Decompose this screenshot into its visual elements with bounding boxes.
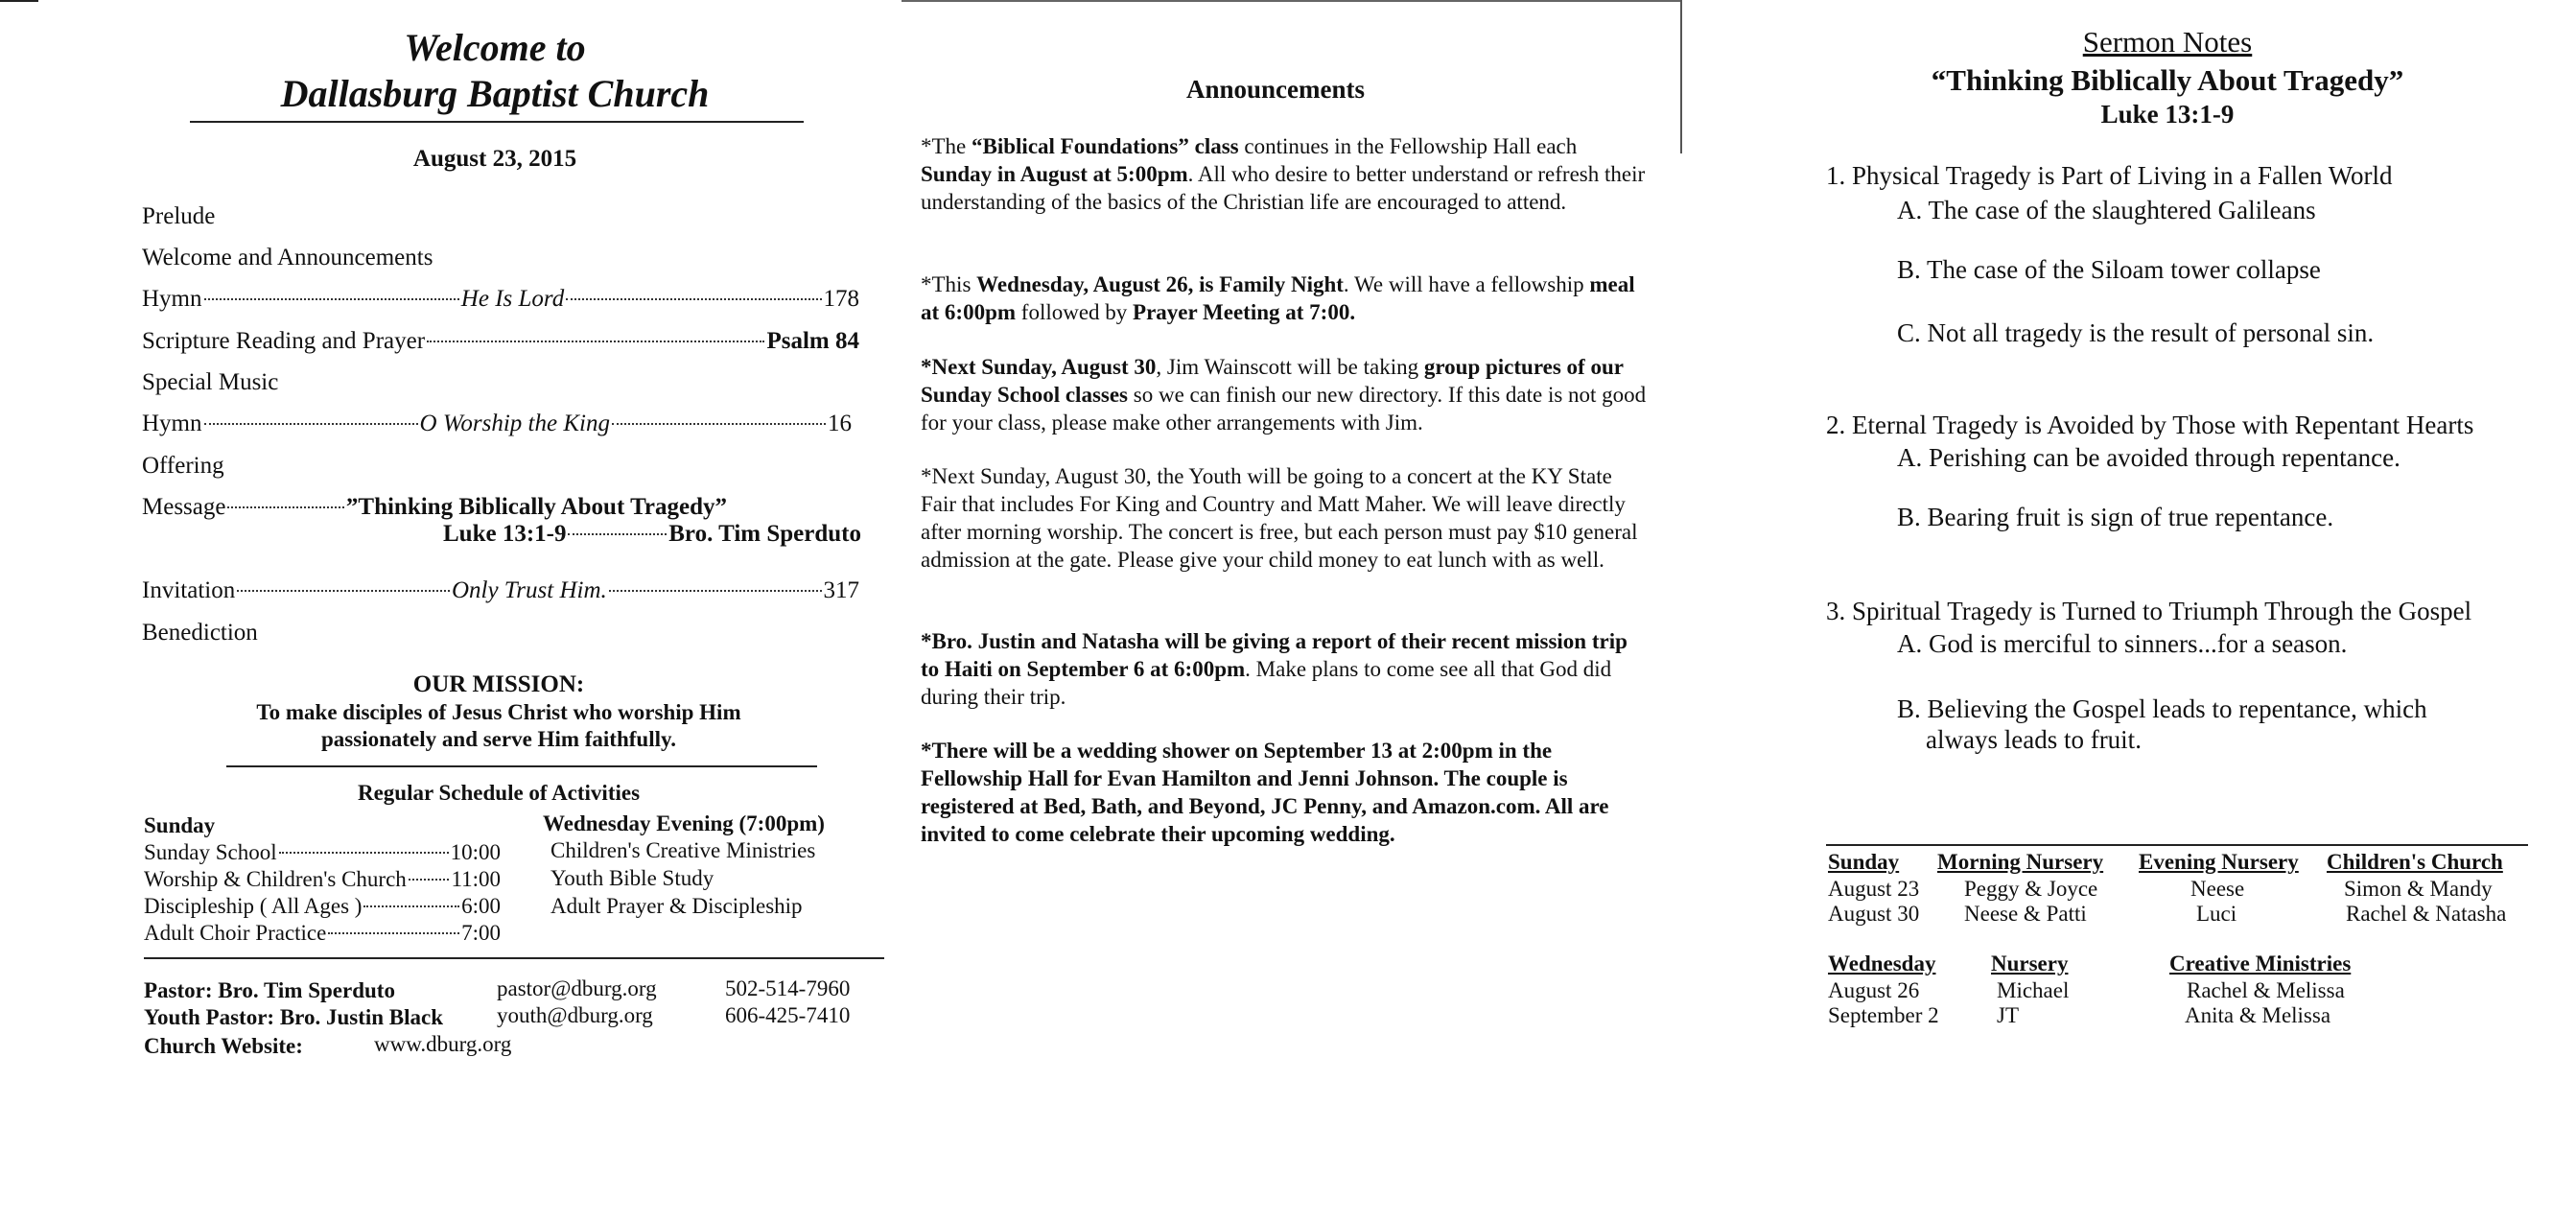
dot-leader: [204, 423, 418, 425]
dot-leader: [609, 590, 822, 592]
order-message-title: ”Thinking Biblically About Tragedy”: [345, 494, 727, 520]
contact-website-label: Church Website:: [144, 1034, 303, 1058]
sermon-title: “Thinking Biblically About Tragedy”: [1931, 63, 2404, 97]
order-invitation-label: Invitation: [142, 577, 236, 603]
dot-leader: [566, 298, 821, 300]
mission-line2: passionately and serve Him faithfully.: [321, 727, 676, 751]
table-cell: Simon & Mandy: [2344, 877, 2493, 901]
point-1-sub-a: A. The case of the slaughtered Galileans: [1897, 196, 2316, 224]
point-2-sub-b: B. Bearing fruit is sign of true repentance.: [1897, 503, 2334, 531]
order-invitation-number: 317: [823, 577, 859, 603]
sunday-item-label: Worship & Children's Church: [144, 867, 407, 891]
table-cell: Rachel & Natasha: [2346, 902, 2507, 926]
point-2-sub-a: A. Perishing can be avoided through repentance.: [1897, 443, 2400, 472]
dot-leader: [568, 533, 667, 535]
contact-pastor-phone: 502-514-7960: [725, 976, 851, 1000]
order-message-preacher: Bro. Tim Sperduto: [668, 521, 861, 547]
order-hymn-1: [142, 286, 859, 313]
order-welcome: Welcome and Announcements: [142, 245, 433, 270]
table-header: Evening Nursery: [2139, 850, 2299, 874]
sermon-notes-heading: Sermon Notes: [2082, 25, 2253, 59]
title-underline: [190, 121, 804, 123]
table-cell: September 2: [1828, 1003, 1939, 1027]
announcement-3: [921, 353, 1650, 436]
table-cell: Anita & Melissa: [2185, 1003, 2331, 1027]
order-message: [142, 494, 727, 521]
order-hymn-1-number: 178: [823, 286, 860, 312]
text: so we can finish our new directory. If this date is not good for your class, please make other arrangements with Jim.: [921, 383, 1647, 435]
order-scripture: [142, 328, 859, 355]
order-invitation: [142, 577, 859, 604]
announcement-6: [921, 737, 1650, 848]
table-header: Children's Church: [2327, 850, 2503, 874]
service-date: August 23, 2015: [412, 146, 577, 172]
table-cell: August 30: [1828, 902, 1920, 926]
order-benediction: Benediction: [142, 620, 258, 646]
text: *The: [921, 134, 972, 158]
wednesday-item: Adult Prayer & Discipleship: [550, 894, 803, 918]
sermon-scripture: Luke 13:1-9: [2100, 100, 2235, 129]
contact-pastor-email: pastor@dburg.org: [497, 976, 657, 1000]
dot-leader: [363, 905, 459, 907]
order-special-music: Special Music: [142, 369, 279, 395]
order-message-scripture: Luke 13:1-9: [443, 521, 567, 547]
announcement-1: [921, 132, 1650, 216]
sunday-item: [144, 921, 501, 946]
text: followed by: [1016, 300, 1134, 324]
text-bold: group pictures of our Sunday School classes: [921, 355, 1624, 407]
text: . Make plans to come see all that God did during their trip.: [921, 657, 1612, 709]
order-hymn-2-number: 16: [828, 411, 852, 436]
contact-youth-phone: 606-425-7410: [725, 1003, 851, 1027]
dot-leader: [279, 852, 449, 854]
announcement-5: [921, 627, 1650, 711]
sunday-item-time: 10:00: [450, 840, 501, 864]
schedule-title: Regular Schedule of Activities: [357, 781, 641, 805]
point-3-sub-a: A. God is merciful to sinners...for a season.: [1897, 629, 2348, 658]
sunday-item: [144, 840, 501, 865]
order-offering: Offering: [142, 453, 224, 479]
order-invitation-title: Only Trust Him.: [451, 577, 607, 603]
dot-leader: [204, 298, 459, 300]
table-header: Wednesday: [1828, 952, 1936, 975]
table-cell: August 26: [1828, 978, 1920, 1002]
point-1-sub-b: B. The case of the Siloam tower collapse: [1897, 255, 2321, 284]
scan-fold-line: [1680, 0, 1682, 153]
order-hymn-1-title: He Is Lord: [460, 286, 565, 312]
sunday-item-label: Sunday School: [144, 840, 277, 864]
text: *This: [921, 272, 977, 296]
sunday-item-time: 7:00: [461, 921, 501, 945]
point-3-sub-b: B. Believing the Gospel leads to repentance, which: [1897, 694, 2427, 723]
order-hymn-1-label: Hymn: [142, 286, 202, 312]
table-cell: Neese: [2190, 877, 2245, 901]
announcement-2: [921, 270, 1650, 326]
order-scripture-ref: Psalm 84: [766, 328, 859, 354]
point-1: 1. Physical Tragedy is Part of Living in a Fallen World: [1826, 161, 2393, 190]
sunday-item-label: Discipleship ( All Ages ): [144, 894, 363, 918]
contact-youth-email: youth@dburg.org: [497, 1003, 653, 1027]
dot-leader: [409, 879, 450, 881]
welcome-title-line1: Welcome to: [404, 26, 586, 69]
text-bold: *Next Sunday, August 30: [921, 355, 1157, 379]
text-bold: Sunday in August at 5:00pm: [921, 162, 1188, 186]
schedule-wednesday-heading: Wednesday Evening (7:00pm): [543, 811, 825, 835]
text: *Next Sunday, August 30, the Youth will be going to a concert at the KY State Fair that includes For King and Country and Matt Maher. We will leave directly after morning worship. The concert is free, but each person must pay $10 general admission at the gate. Please give your child money to eat lunch with as well.: [921, 464, 1638, 572]
table-cell: Michael: [1997, 978, 2070, 1002]
point-2: 2. Eternal Tragedy is Avoided by Those with Repentant Hearts: [1826, 411, 2474, 439]
order-hymn-2: [142, 411, 852, 437]
table-header: Nursery: [1991, 952, 2069, 975]
dot-leader: [612, 423, 826, 425]
wednesday-item: Youth Bible Study: [550, 866, 714, 890]
table-header: Morning Nursery: [1937, 850, 2104, 874]
dot-leader: [227, 506, 343, 508]
wednesday-item: Children's Creative Ministries: [550, 838, 816, 862]
text: , Jim Wainscott will be taking: [1156, 355, 1424, 379]
sunday-item: [144, 867, 501, 892]
text-bold: Wednesday, August 26, is Family Night: [976, 272, 1344, 296]
order-message-speaker: [443, 521, 861, 548]
announcements-title: Announcements: [1185, 75, 1366, 104]
sunday-item-label: Adult Choir Practice: [144, 921, 327, 945]
text-bold: meal at 6:00pm: [921, 272, 1635, 324]
table-cell: Peggy & Joyce: [1964, 877, 2098, 901]
sunday-item: [144, 894, 501, 919]
table-cell: Rachel & Melissa: [2187, 978, 2345, 1002]
order-scripture-label: Scripture Reading and Prayer: [142, 328, 426, 354]
table-cell: August 23: [1828, 877, 1920, 901]
dot-leader: [328, 932, 459, 934]
table-header: Sunday: [1828, 850, 1900, 874]
table-cell: Luci: [2196, 902, 2237, 926]
schedule-sunday-heading: Sunday: [144, 813, 216, 837]
contact-youth-role: Youth Pastor: Bro. Justin Black: [144, 1005, 444, 1029]
announcement-4: [921, 462, 1650, 574]
text-bold: Prayer Meeting at 7:00.: [1133, 300, 1356, 324]
point-3-sub-b-cont: always leads to fruit.: [1926, 725, 2142, 754]
order-prelude: Prelude: [142, 203, 216, 229]
text: . All who desire to better understand or refresh their understanding of the basics of the Christian life are encouraged to attend.: [921, 162, 1646, 214]
point-1-sub-c: C. Not all tragedy is the result of personal sin.: [1897, 318, 2375, 347]
schedule-divider: [144, 957, 884, 959]
order-message-label: Message: [142, 494, 226, 520]
sunday-item-time: 6:00: [461, 894, 501, 918]
scan-edge-top: [902, 0, 1680, 2]
text-bold: “Biblical Foundations” class: [972, 134, 1239, 158]
sunday-item-time: 11:00: [451, 867, 501, 891]
text-bold: *Bro. Justin and Natasha will be giving a report of their recent mission trip to Haiti on September 6 at 6:00pm: [921, 629, 1628, 681]
dot-leader: [427, 341, 764, 342]
mission-line1: To make disciples of Jesus Christ who worship Him: [256, 700, 741, 724]
text: continues in the Fellowship Hall each: [1238, 134, 1578, 158]
text-bold: *There will be a wedding shower on September 13 at 2:00pm in the Fellowship Hall for Evan Hamilton and Jenni Johnson. The couple is registered at Bed, Bath, and Beyond, JC Penny, and Amazon.com. All are invited to come celebrate their upcoming wedding.: [921, 739, 1609, 846]
table-cell: JT: [1997, 1003, 2019, 1027]
contact-pastor-role: Pastor: Bro. Tim Sperduto: [144, 978, 395, 1002]
welcome-title-line2: Dallasburg Baptist Church: [280, 72, 710, 115]
scan-edge-top-left: [0, 0, 38, 2]
order-hymn-2-label: Hymn: [142, 411, 202, 436]
order-hymn-2-title: O Worship the King: [419, 411, 610, 436]
mission-title: OUR MISSION:: [412, 671, 585, 697]
mission-divider: [226, 765, 817, 767]
table-cell: Neese & Patti: [1964, 902, 2087, 926]
dot-leader: [237, 590, 450, 592]
text: . We will have a fellowship: [1343, 272, 1590, 296]
point-3: 3. Spiritual Tragedy is Turned to Triumph Through the Gospel: [1826, 597, 2472, 625]
table-header: Creative Ministries: [2169, 952, 2352, 975]
schedule-top-rule: [1826, 844, 2528, 846]
contact-website-url: www.dburg.org: [374, 1032, 512, 1056]
